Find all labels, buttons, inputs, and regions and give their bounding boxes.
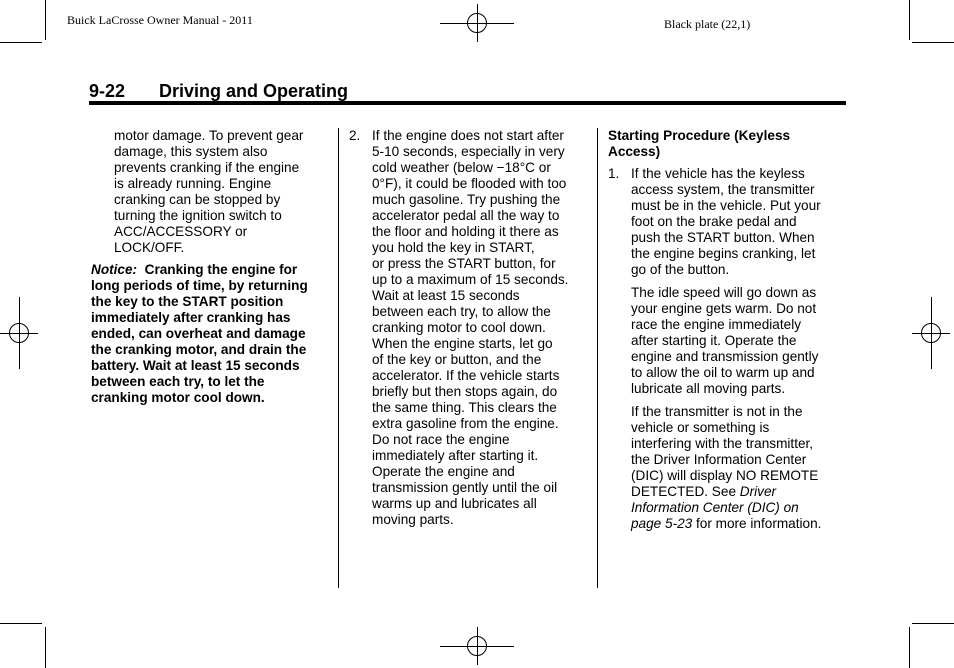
list-item-paragraph: The idle speed will go down as your engine gets warm. Do not race the engine immediately after starting it. Operate the engine and transmission gently to allow the oil to warm up and lubricate all moving parts. xyxy=(631,285,819,396)
list-number: 1. xyxy=(608,166,620,181)
list-item-text: If the vehicle has the keyless access system, the transmitter must be in the vehicle. Put your foot on the brake pedal and push the START button. When the engine begins cranking, let go of the button. xyxy=(631,166,821,277)
registration-line xyxy=(931,297,932,369)
cross-reference-link[interactable]: Information Center (DIC) on xyxy=(631,500,799,515)
column-1 xyxy=(91,128,331,406)
crop-mark xyxy=(0,623,42,624)
list-item-1 xyxy=(608,166,848,532)
list-number: 2. xyxy=(349,128,361,143)
column-2 xyxy=(349,128,589,528)
column-3 xyxy=(608,128,848,532)
notice-label: Notice: xyxy=(91,262,138,277)
registration-line xyxy=(19,297,20,369)
paragraph-continuation: motor damage. To prevent gear damage, this system also prevents cranking if the engine is already running. Engine cranking can be stopped by turning the ignition switch to ACC/ACCESSORY or LOCK/OFF. xyxy=(114,128,304,255)
list-item-paragraph: If the transmitter is not in the vehicle or something is interfering with the transmitter, the Driver Information Center (DIC) will display NO REMOTE DETECTED. See Driver Information Center (DIC) on page 5-23 for more information. xyxy=(631,404,822,531)
column-divider xyxy=(338,128,339,588)
page-header xyxy=(89,81,846,103)
cross-reference-page[interactable]: page 5-23 xyxy=(631,516,693,531)
registration-line xyxy=(440,23,514,24)
section-title: Driving and Operating xyxy=(159,81,349,101)
plate-label-left: Buick LaCrosse Owner Manual - 2011 xyxy=(67,13,253,27)
crop-mark xyxy=(0,42,42,43)
crop-mark xyxy=(45,627,46,668)
cross-reference-link[interactable]: Driver xyxy=(739,484,777,499)
crop-mark xyxy=(912,42,954,43)
header-rule xyxy=(89,101,846,105)
column-divider xyxy=(597,128,598,588)
plate-label-right: Black plate (22,1) xyxy=(664,17,751,31)
list-item-text: If the engine does not start after 5-10 seconds, especially in very cold weather (below −18°C or 0°F), it could be flooded with too much gasoline. Try pushing the accelerator pedal all the way to the floor and holding it there as you hold the key in START, or press the START button, for up to a maximum of 15 seconds. Wait at least 15 seconds between each try, to allow the cranking motor to cool down. When the engine starts, let go of the key or button, and the accelerator. If the vehicle starts briefly but then stops again, do the same thing. This clears the extra gasoline from the engine. Do not race the engine immediately after starting it. Operate the engine and transmission gently until the oil warms up and lubricates all moving parts. xyxy=(372,128,569,527)
subsection-heading: Starting Procedure (Keyless Access) xyxy=(608,128,791,159)
crop-mark xyxy=(909,627,910,668)
crop-mark xyxy=(912,623,954,624)
list-item-2 xyxy=(349,128,589,528)
crop-mark xyxy=(909,0,910,40)
notice-paragraph: Notice: Cranking the engine for long periods of time, by returning the key to the START position immediately after cranking has ended, can overheat and damage the cranking motor, and drain the battery. Wait at least 15 seconds between each try, to let the cranking motor cool down. xyxy=(91,262,308,405)
crop-mark xyxy=(45,0,46,40)
registration-line xyxy=(440,646,514,647)
page-number: 9-22 xyxy=(89,81,126,101)
